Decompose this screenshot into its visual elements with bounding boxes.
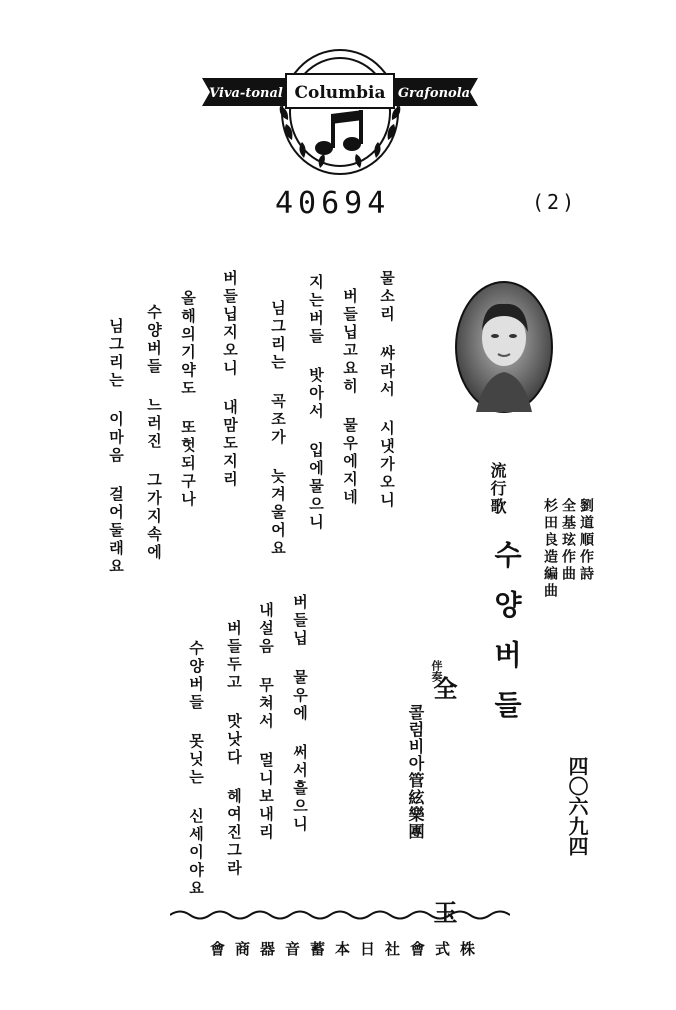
lyric-line: 버들닙고요히 물우에지네 (341, 288, 359, 507)
genre: 流行歌 (488, 462, 507, 516)
lyric-line: 버들두고 맛낫다 헤여진그라 (225, 620, 243, 878)
lyric-line: 버들닙 물우에 써서흘으니 (291, 594, 309, 834)
accompaniment-label: 伴奏 (430, 660, 443, 682)
logo-text-left: Viva-tonal (209, 86, 283, 101)
logo-text-center: Columbia (294, 83, 386, 103)
lyric-line: 수양버들 느러진 그가지속에 (145, 304, 163, 562)
lyric-line: 지는버들 밧아서 입에물으니 (307, 274, 325, 532)
lyric-line: 올해의기약도 또헛되구나 (179, 290, 197, 509)
credit-arranger: 杉田良造編曲 (542, 498, 558, 600)
lyric-line: 내설음 무쳐서 멀니보내리 (257, 602, 275, 842)
catalog-number-kanji: 四〇六九四 (565, 756, 589, 856)
credit-composer: 全基玹作曲 (560, 498, 576, 583)
portrait-photo-icon (454, 280, 554, 415)
lyric-line: 님그리는 이마음 걸어둘래요 (107, 318, 125, 576)
side-number: (2) (532, 190, 578, 214)
credit-lyricist: 劉道順作詩 (578, 498, 594, 583)
wavy-divider (170, 908, 510, 922)
catalog-number: 40694 (275, 186, 391, 221)
logo-text-right: Grafonola (397, 86, 471, 101)
music-note-icon (315, 110, 363, 155)
singer-name: 全 玉 (429, 676, 457, 1010)
lyric-line: 버들닙지오니 내맘도지리 (221, 270, 239, 489)
columbia-logo (200, 40, 480, 180)
lyric-line: 수양버들 못닛는 신세이야요 (187, 640, 205, 898)
accompaniment: 콜럼비아管絃樂團 (406, 704, 425, 840)
publisher: 會商器音蓄本日社會式株 (210, 940, 486, 958)
lyric-line: 님그리는 곡조가 늣겨울어요 (269, 300, 287, 558)
lyric-line: 물소리 쌰라서 시냇가오니 (378, 270, 396, 510)
song-title: 수양버들 (490, 540, 523, 740)
